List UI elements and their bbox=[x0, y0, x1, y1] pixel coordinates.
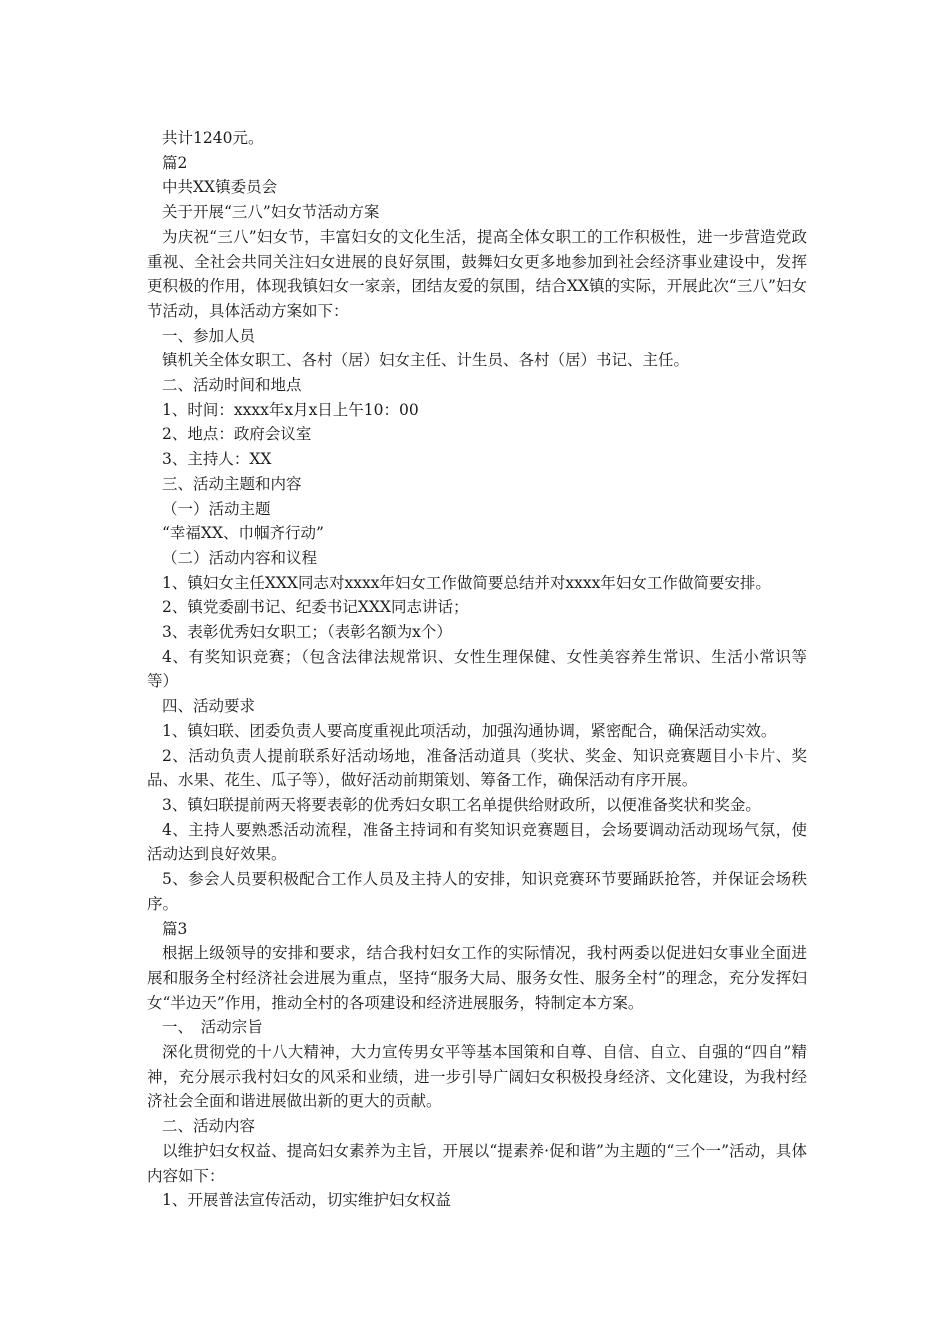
purpose-text: 深化贯彻党的十八大精神，大力宣传男女平等基本国策和自尊、自信、自立、自强的“四自”精神，充分展示我村妇女的风采和业绩，进一步引导广阔妇女积极投身经济、文化建设，为我村经济社会全面和谐进展做出新的更大的贡献。 bbox=[147, 1043, 807, 1111]
agenda-item-2: 2、镇党委副书记、纪委书记XXX同志讲话； bbox=[162, 598, 469, 617]
intro-paragraph: 为庆祝“三八”妇女节，丰富妇女的文化生活，提高全体女职工的工作积极性，进一步营造党政重视、全社会共同关注妇女进展的良好氛围，鼓舞妇女更多地参加到社会经济事业建设中，发挥更积极的作用，体现我镇妇女一家亲，团结友爱的氛围，结合XX镇的实际，开展此次“三八”妇女节活动，具体活动方案如下： bbox=[147, 227, 807, 320]
section-heading-2: 篇2 bbox=[162, 153, 188, 172]
issuer-line: 中共XX镇委员会 bbox=[162, 178, 278, 197]
heading-purpose: 一、 活动宗旨 bbox=[162, 1018, 263, 1037]
agenda-item-4: 4、有奖知识竞赛；（包含法律法规常识、女性生理保健、女性美容养生常识、生活小常识等等） bbox=[147, 647, 807, 691]
requirement-5: 5、参会人员要积极配合工作人员及主持人的安排，知识竞赛环节要踊跃抢答，并保证会场秩序。 bbox=[147, 870, 807, 913]
requirement-2: 2、活动负责人提前联系好活动场地，准备活动道具（奖状、奖金、知识竞赛题目小卡片、奖品、水果、花生、瓜子等），做好活动前期策划、筹备工作，确保活动有序开展。 bbox=[147, 746, 807, 790]
section-heading-3: 篇3 bbox=[162, 919, 188, 938]
host-item: 3、主持人：XX bbox=[162, 450, 272, 469]
place-item: 2、地点：政府会议室 bbox=[162, 425, 312, 444]
participants-text: 镇机关全体女职工、各村（居）妇女主任、计生员、各村（居）书记、主任。 bbox=[162, 351, 690, 370]
agenda-item-1: 1、镇妇女主任XXX同志对xxxx年妇女工作做简要总结并对xxxx年妇女工作做简要安排。 bbox=[162, 573, 771, 592]
theme-text: “幸福XX、巾帼齐行动” bbox=[162, 524, 324, 543]
requirement-1: 1、镇妇联、团委负责人要高度重视此项活动，加强沟通协调，紧密配合，确保活动实效。 bbox=[162, 721, 777, 740]
requirement-3: 3、镇妇联提前两天将要表彰的优秀妇女职工名单提供给财政所，以便准备奖状和奖金。 bbox=[162, 795, 761, 814]
activity-item-1: 1、开展普法宣传活动，切实维护妇女权益 bbox=[162, 1191, 451, 1210]
activity-content-text: 以维护妇女权益、提高妇女素养为主旨，开展以“提素养·促和谐”为主题的“三个一”活动，具体内容如下： bbox=[147, 1141, 807, 1185]
agenda-item-3: 3、表彰优秀妇女职工；（表彰名额为x个） bbox=[162, 623, 452, 642]
section3-intro: 根据上级领导的安排和要求，结合我村妇女工作的实际情况，我村两委以促进妇女事业全面进展和服务全村经济社会进展为重点，坚持“服务大局、服务女性、服务全村”的理念，充分发挥妇女“半边天”作用，推动全村的各项建设和经济进展服务，特制定本方案。 bbox=[147, 944, 807, 1012]
total-amount-line: 共计1240元。 bbox=[162, 129, 264, 147]
requirement-4: 4、主持人要熟悉活动流程，准备主持词和有奖知识竞赛题目，会场要调动活动现场气氛，使活动达到良好效果。 bbox=[147, 820, 807, 864]
heading-participants: 一、参加人员 bbox=[162, 326, 256, 345]
document-body bbox=[147, 126, 807, 1213]
heading-requirements: 四、活动要求 bbox=[162, 697, 256, 716]
subheading-agenda: （二）活动内容和议程 bbox=[162, 548, 318, 567]
plan-title: 关于开展“三八”妇女节活动方案 bbox=[162, 203, 380, 222]
subheading-theme: （一）活动主题 bbox=[162, 499, 271, 518]
heading-activity-content: 二、活动内容 bbox=[162, 1117, 256, 1136]
time-item: 1、时间：xxxx年x月x日上午10：00 bbox=[162, 400, 419, 419]
heading-theme-content: 三、活动主题和内容 bbox=[162, 474, 302, 493]
heading-time-place: 二、活动时间和地点 bbox=[162, 376, 302, 395]
